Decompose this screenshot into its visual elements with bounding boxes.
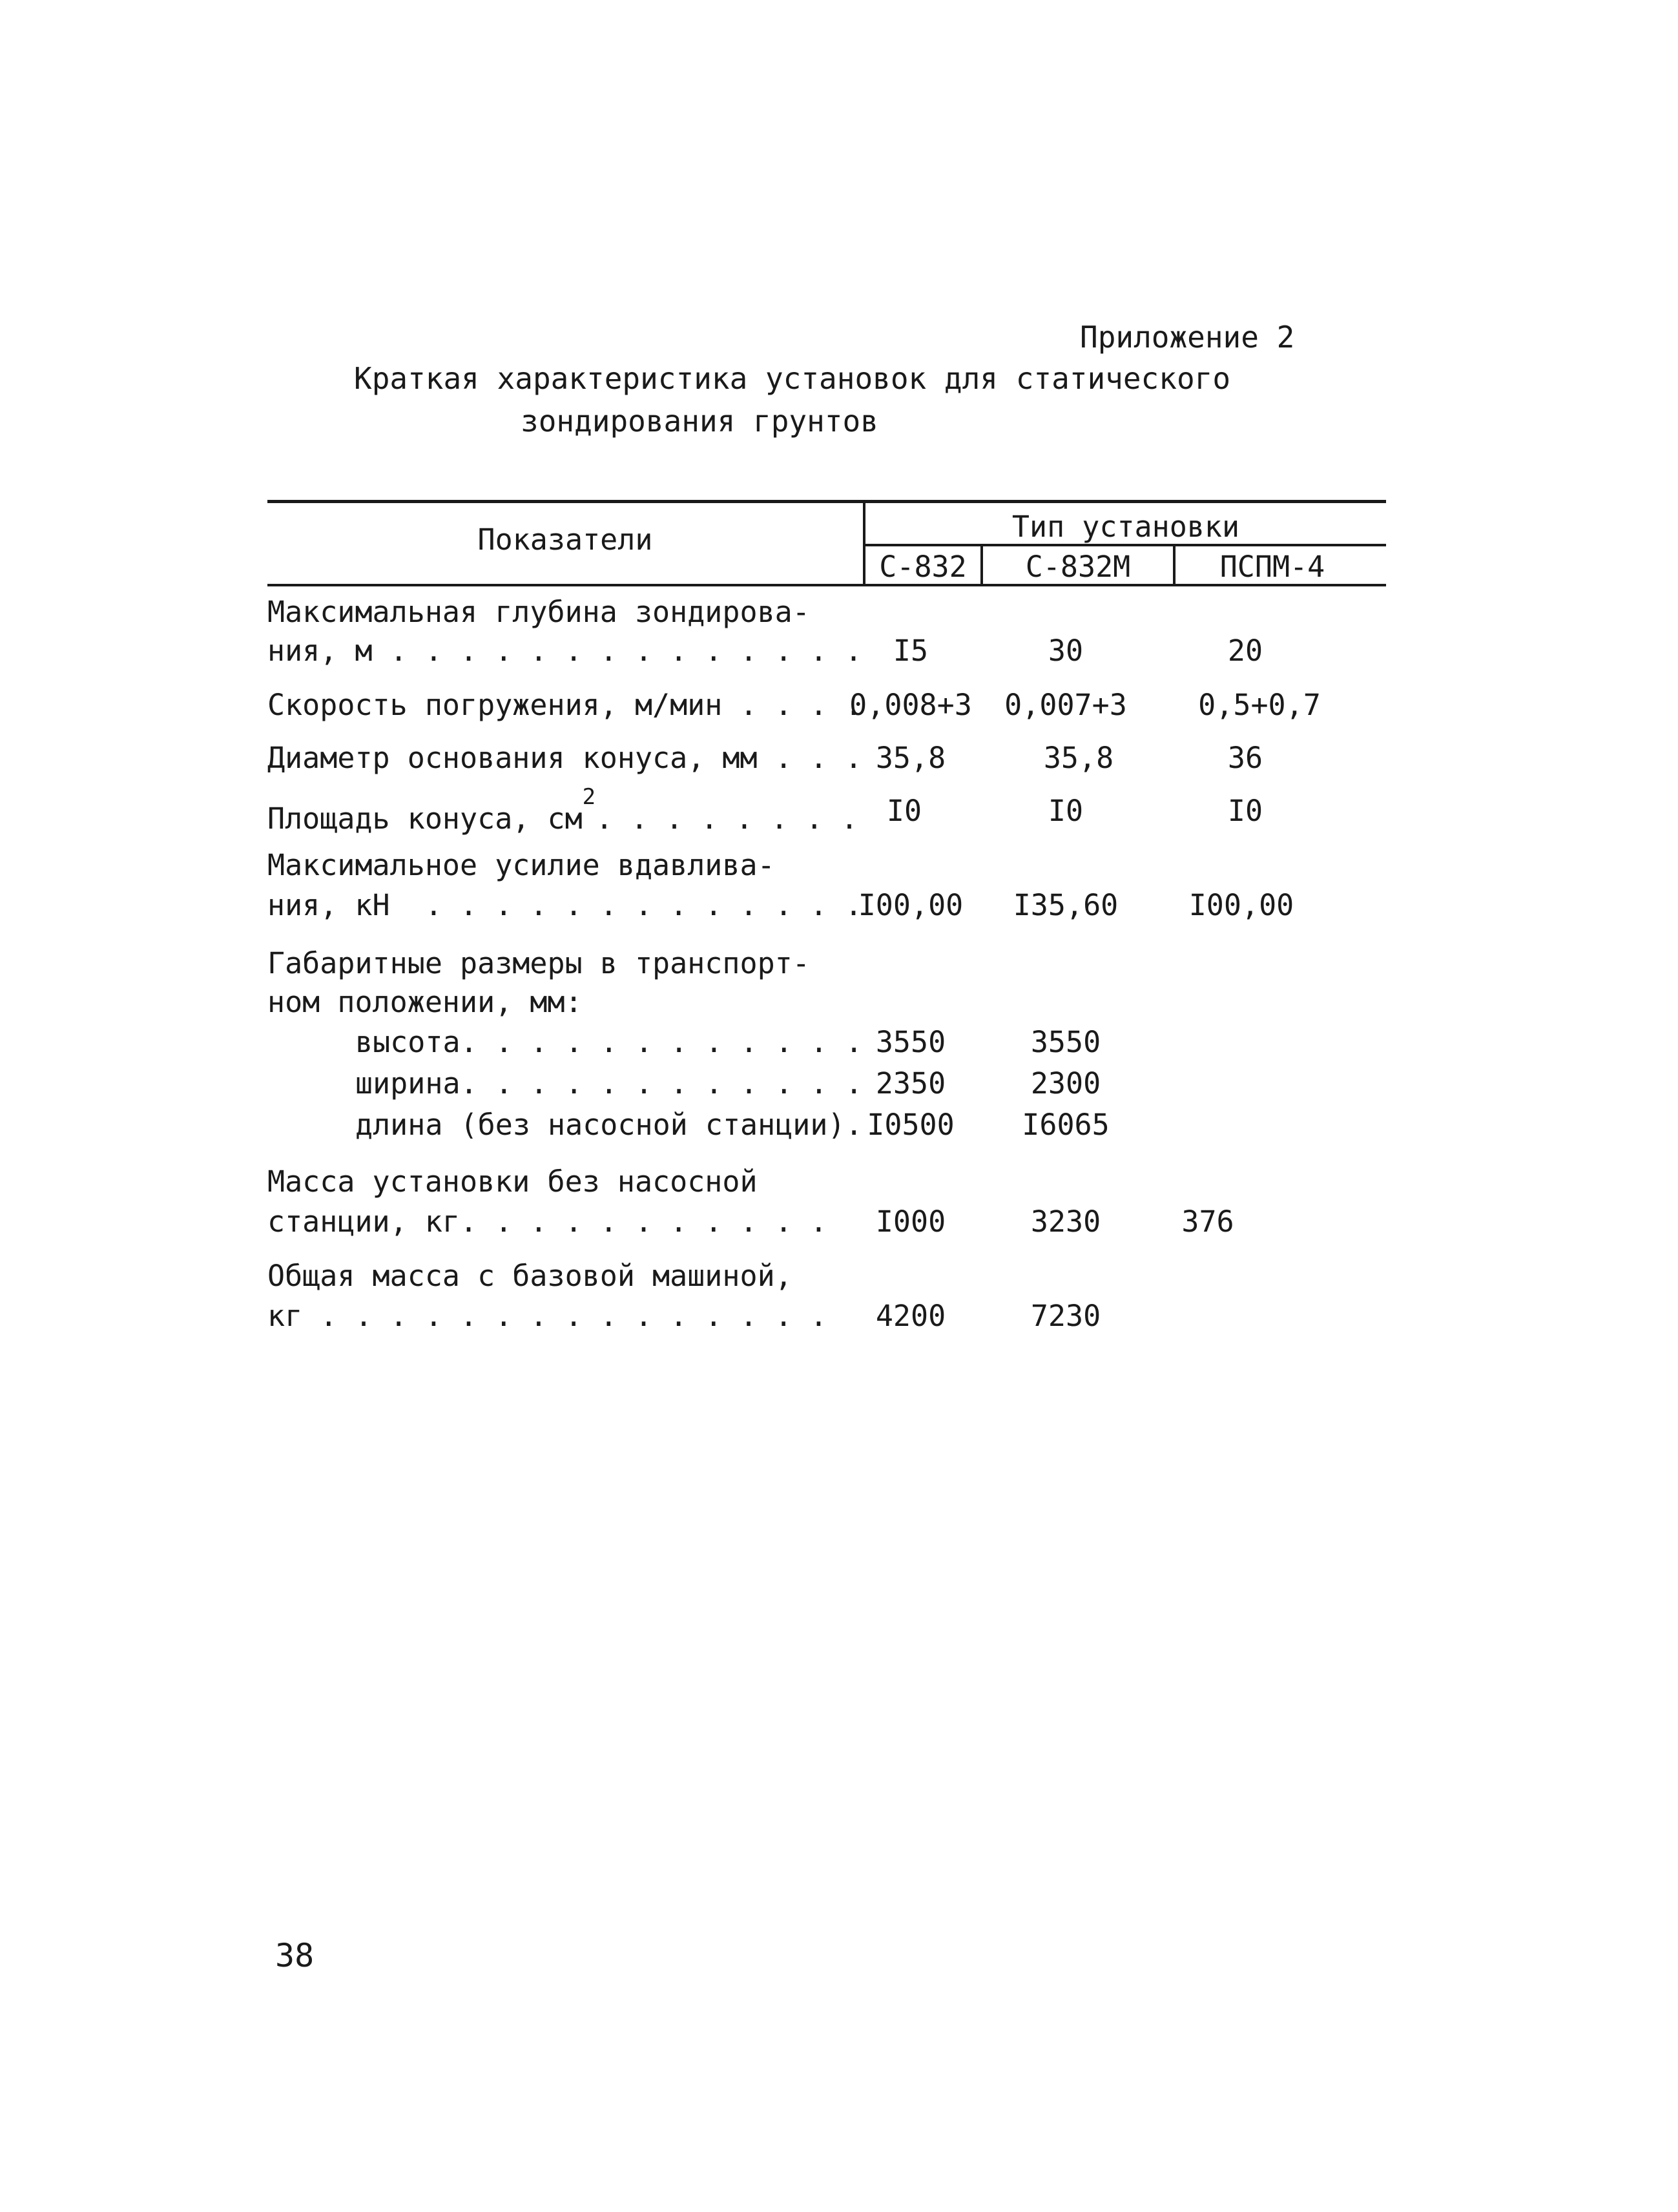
row-dims-height-value-s832m: 3550	[1030, 1025, 1101, 1059]
row-dims-height-label: высота. . . . . . . . . . . .	[355, 1025, 863, 1059]
page-number: 38	[275, 1937, 315, 1974]
row-area-label-dots: . . . . . . . .	[596, 801, 858, 836]
row-depth-value-pspm4: 20	[1227, 634, 1263, 668]
row-dims-width-value-s832: 2350	[875, 1066, 946, 1101]
row-area-label-superscript: 2	[582, 784, 596, 810]
row-area-value-pspm4: I0	[1227, 794, 1263, 828]
table-top-rule	[267, 500, 1386, 503]
row-dims-label1: Габаритные размеры в транспорт-	[267, 946, 810, 980]
appendix-label: Приложение 2	[1080, 320, 1295, 355]
document-title-line2: зондирования грунтов	[521, 404, 878, 439]
row-depth-value-s832m: 30	[1048, 634, 1084, 668]
row-total-mass-value-s832m: 7230	[1030, 1299, 1101, 1333]
row-dims-length-label: длина (без насосной станции).	[355, 1108, 863, 1142]
row-force-value-s832: I00,00	[858, 888, 964, 922]
row-dims-width-value-s832m: 2300	[1030, 1066, 1101, 1101]
row-depth-label1: Максимальная глубина зондирова-	[267, 595, 810, 629]
row-diameter-value-s832m: 35,8	[1043, 741, 1114, 775]
row-mass-label1: Масса установки без насосной	[267, 1164, 758, 1199]
row-speed-value-s832: 0,008+3	[849, 688, 972, 722]
row-speed-label: Скорость погружения, м/мин . . . .	[267, 688, 863, 722]
header-installation-type: Тип установки	[1011, 510, 1240, 544]
row-total-mass-label1: Общая масса с базовой машиной,	[267, 1259, 792, 1293]
row-mass-label2: станции, кг. . . . . . . . . . .	[267, 1204, 827, 1239]
row-diameter-value-pspm4: 36	[1227, 741, 1263, 775]
row-force-value-s832m: I35,60	[1013, 888, 1119, 922]
row-diameter-value-s832: 35,8	[875, 741, 946, 775]
header-col-pspm4: ПСПМ-4	[1219, 550, 1325, 584]
row-speed-value-pspm4: 0,5+0,7	[1198, 688, 1321, 722]
row-dims-label2: ном положении, мм:	[267, 985, 583, 1019]
row-diameter-label: Диаметр основания конуса, мм . . .	[267, 741, 863, 775]
row-area-value-s832m: I0	[1048, 794, 1084, 828]
row-area-label-text: Площадь конуса, см	[267, 801, 583, 836]
row-dims-length-value-s832m: I6065	[1022, 1108, 1110, 1142]
document-title-line1: Краткая характеристика установок для статического	[354, 361, 1231, 396]
row-dims-width-label: ширина. . . . . . . . . . . .	[355, 1066, 863, 1101]
row-total-mass-label2: кг . . . . . . . . . . . . . . .	[267, 1299, 827, 1333]
row-force-value-pspm4: I00,00	[1188, 888, 1294, 922]
row-dims-length-value-s832: I0500	[867, 1108, 955, 1142]
row-dims-height-value-s832: 3550	[875, 1025, 946, 1059]
row-area-label	[267, 784, 858, 838]
header-indicator: Показатели	[477, 522, 653, 557]
row-mass-value-s832: I000	[875, 1204, 946, 1239]
header-col-s832: С-832	[879, 550, 967, 584]
row-force-label2: ния, кН . . . . . . . . . . . . .	[267, 888, 863, 922]
header-col-s832m: С-832М	[1025, 550, 1131, 584]
row-mass-value-pspm4: 376	[1181, 1204, 1234, 1239]
row-mass-value-s832m: 3230	[1030, 1204, 1101, 1239]
row-depth-label2: ния, м . . . . . . . . . . . . . .	[267, 634, 863, 668]
row-force-label1: Максимальное усилие вдавлива-	[267, 848, 775, 882]
row-total-mass-value-s832: 4200	[875, 1299, 946, 1333]
row-speed-value-s832m: 0,007+3	[1004, 688, 1127, 722]
row-area-value-s832: I0	[886, 794, 922, 828]
row-depth-value-s832: I5	[893, 634, 929, 668]
